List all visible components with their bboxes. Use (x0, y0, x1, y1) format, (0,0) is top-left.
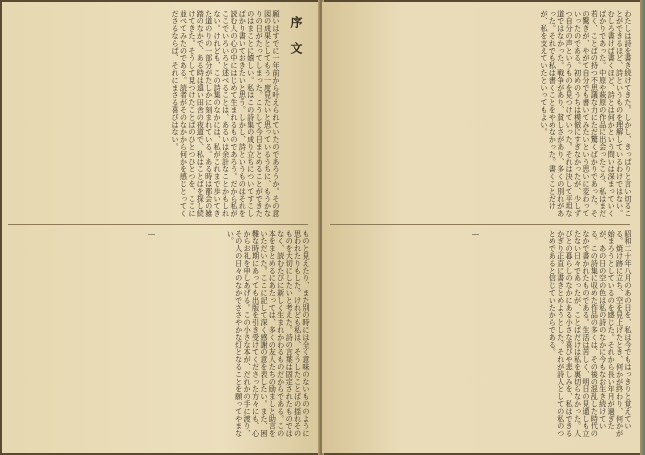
left-page (2, 2, 320, 453)
right-page (322, 2, 640, 453)
right-lower-text-block (330, 230, 632, 442)
right-page-number: ― (472, 230, 479, 238)
left-page-number: ― (148, 230, 155, 238)
right-upper-paragraph: わたしは詩を書き続けてきた。しかし、きっぱりと言い切ることができるほど、詩というものを理解しているわけではない。むしろ書けば書くほど、詩とは何かという問いは深まっていくばかりであった。中原や萩原の作品に出会ったころ、私はまだ若く、ことばの持つ不思議な力にただ驚くばかりであった。その驚きが、やがて自分でも書いてみたいという思いに変わっていったのである。初めのうちは模倣にすぎなかったが、少しずつ自分の声というものを見つけていった。それは決して平坦な道ではなかった。戦争があり、貧しさがあり、多くの別れがあった。それでも私は書くことをやめなかった。書くことだけが、私を支えていたといってもよい。 (539, 10, 633, 218)
left-divider (8, 224, 308, 225)
right-divider (330, 224, 630, 225)
left-lower-paragraph: ものと見えたり、また別の時には全く意味のないもののように思われたりもした。けれども私は、そうしたことばの揺れそのものを大切にしたいと考えた。詩の言葉は固定されたものではなく、読むたびに新しく生まれかわるものだからである。この本をまとめるにあたっては、多くの友人たちの励ましと助言をいただいた。ここに記して深く感謝の意を表したい。また、困難な時期にあっても出版を引き受けてくださった方々にも、心からお礼を申しあげる。この小さな本が、だれかの手に渡り、その人の日々のなかでささやかな灯となることを願ってやまない。 (226, 230, 311, 438)
left-lower-text-block (8, 230, 310, 442)
right-lower-paragraph: 昭和二十年八月のあの日を、私は今でもはっきりと覚えている。焼け跡に立ち、空を見上げたとき、何かが終わり、何かが始まろうとしているのを感じた。それから長い年月が過ぎたが、あの日の空の色は私の詩のなかに今もなお生き続けている。この詩集に収めた作品の多くは、その後の混乱した時代のなかで書かれたものである。生活は苦しく、明日の見通しも立たない日々であったが、ことばだけは私を裏切らなかった。人びとの暮らしのなかにある小さな喜びや悲しみを、私はできるかぎり正直に書きとめようとした。それが詩人としての私のつとめであると信じていたからである。 (548, 230, 633, 438)
left-upper-paragraph: 願いはすでに一年前から叶えられていたのであろうか。その意図の成果としてもう一度見たいと思っているうちに、もうかなりの日がたってしまった。こうして今日まとめることができたのはまことに嬉しい。私はこの詩集の成り立ちについてすこしばかり書いておきたいと思う。しかし、詩というものはそれを読む人の心の中にはじめて生まれるものであろう。だから私がここでいろいろと述べることは、あるいは余計なことかもしれない。けれども、この詩集のなかには、私がこれまで歩いてきた道のりの一部分がたしかに刻まれている。ある時は都会の雑踏のなかで、ある時は遠い田舎の夜道で、私はことばを探し続けてきた。そうして見つけたことばのひとつひとつを、ここに並べてみたのである。読者がそのなかから何かを感じとってくださるならば、それにまさる喜びはない。 (171, 10, 281, 218)
right-upper-text-block (330, 10, 632, 220)
preface-title: 序文 (289, 16, 303, 68)
left-upper-text-block (8, 10, 280, 220)
book-edge (640, 0, 645, 455)
